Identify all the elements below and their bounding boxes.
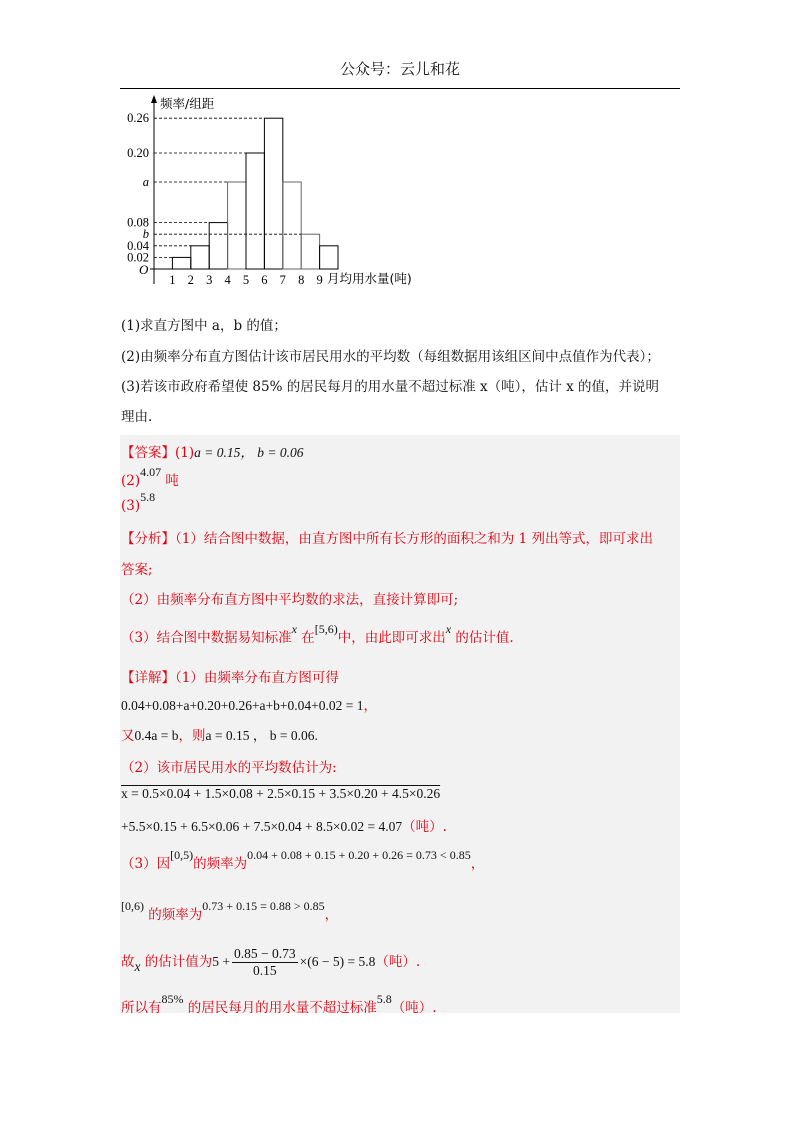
histogram-bar [209, 223, 227, 269]
detail-line-4: [0,6) 的频率为0.73 + 0.15 = 0.88 > 0.85， [121, 899, 339, 923]
histogram-bar [246, 153, 264, 269]
detail-line-6: 所以有85% 的居民每月的用水量不超过标准5.8（吨）. [121, 992, 437, 1016]
histogram-bar [191, 246, 209, 269]
answer-2-math: 4.07 [140, 465, 162, 479]
histogram-bar [301, 234, 319, 269]
histogram-bar [320, 246, 338, 269]
y-tick-label: a [142, 175, 149, 189]
detail-eq-1: 0.04+0.08+a+0.20+0.26+a+b+0.04+0.02 = 1， [121, 698, 378, 714]
detail-line-1: 【详解】（1）由频率分布直方图可得 [121, 670, 339, 686]
question-3-cont: 理由. [121, 409, 153, 425]
detail-line-2: （2）该市居民用水的平均数估计为: [121, 760, 337, 776]
question-3: (3)若该市政府希望使 85% 的居民每月的用水量不超过标准 x（吨），估计 x 的值，并说明 [121, 379, 660, 395]
histogram-chart [120, 92, 430, 292]
analysis-line-4: （3）结合图中数据易知标准x 在[5,6)中，由此即可求出x 的估计值. [121, 622, 514, 646]
analysis-line-3: （2）由频率分布直方图中平均数的求法，直接计算即可; [121, 592, 459, 608]
x-tick-label: 3 [206, 273, 213, 287]
answer-1-math: a = 0.15， b = 0.06 [194, 445, 304, 460]
detail-line-3: （3）因[0,5)的频率为0.04 + 0.08 + 0.15 + 0.20 + 0.26 = 0.73 < 0.85， [121, 848, 485, 872]
x-tick-label: 9 [316, 273, 323, 287]
y-tick-label: b [142, 227, 149, 242]
answer-line-1: 【答案】(1)a = 0.15， b = 0.06 [121, 445, 304, 461]
x-tick-label: 2 [187, 273, 194, 287]
y-tick-label: 0.08 [127, 215, 149, 230]
answer-line-3: (3)5.8 [121, 490, 156, 514]
y-axis-label: 频率/组距 [160, 96, 215, 111]
question-2: (2)由频率分布直方图估计该市居民用水的平均数（每组数据用该组区间中点值作为代表）； [121, 349, 660, 365]
histogram-bar [172, 257, 190, 269]
question-1: (1)求直方图中 a，b 的值； [121, 318, 287, 334]
answer-line-2: (2)4.07 吨 [121, 465, 179, 489]
origin-label: O [139, 262, 149, 277]
x-tick-label: 6 [261, 273, 268, 287]
page-header: 公众号：云儿和花 [339, 60, 460, 78]
analysis-line-2: 答案; [121, 562, 153, 578]
x-tick-label: 5 [242, 273, 250, 287]
histogram-bar [283, 182, 301, 269]
histogram-bar [228, 182, 246, 269]
mean-line-1: x = 0.5×0.04 + 1.5×0.08 + 2.5×0.15 + 3.5×0.20 + 4.5×0.26 [121, 786, 441, 801]
y-tick-label: 0.20 [127, 146, 149, 160]
mean-line-2: +5.5×0.15 + 6.5×0.06 + 7.5×0.04 + 8.5×0.02 = 4.07（吨）. [121, 819, 447, 835]
detail-line-5: 故x 的估计值为5 + $\frac{0.85 - 0.73}{0.15}$ ×(6 − 5) = 5.8（吨）. [121, 946, 421, 978]
y-axis-arrow [151, 95, 157, 103]
y-tick-label: 0.26 [127, 111, 149, 126]
x-tick-label: 8 [298, 273, 305, 287]
header-divider [120, 88, 680, 89]
y-tick-label: 0.02 [127, 250, 149, 265]
fraction: $\frac{0.85 - 0.73}{0.15}$ [234, 946, 296, 978]
y-tick-label: 0.04 [127, 238, 149, 253]
x-tick-label: 1 [169, 273, 176, 287]
x-tick-label: 7 [279, 273, 286, 287]
answer-3-math: 5.8 [140, 490, 156, 504]
detail-tag: 【详解】 [121, 670, 175, 686]
x-tick-label: 4 [224, 273, 231, 287]
histogram-bar [264, 118, 282, 269]
analysis-tag: 【分析】 [121, 531, 175, 547]
analysis-line-1: 【分析】（1）结合图中数据，由直方图中所有长方形的面积之和为 1 列出等式，即可求出 [121, 531, 654, 547]
answer-tag: 【答案】 [121, 445, 175, 461]
x-axis-label: 月均用水量(吨) [327, 271, 412, 286]
detail-eq-2: 又0.4a = b，则a = 0.15 ， b = 0.06. [121, 728, 318, 744]
